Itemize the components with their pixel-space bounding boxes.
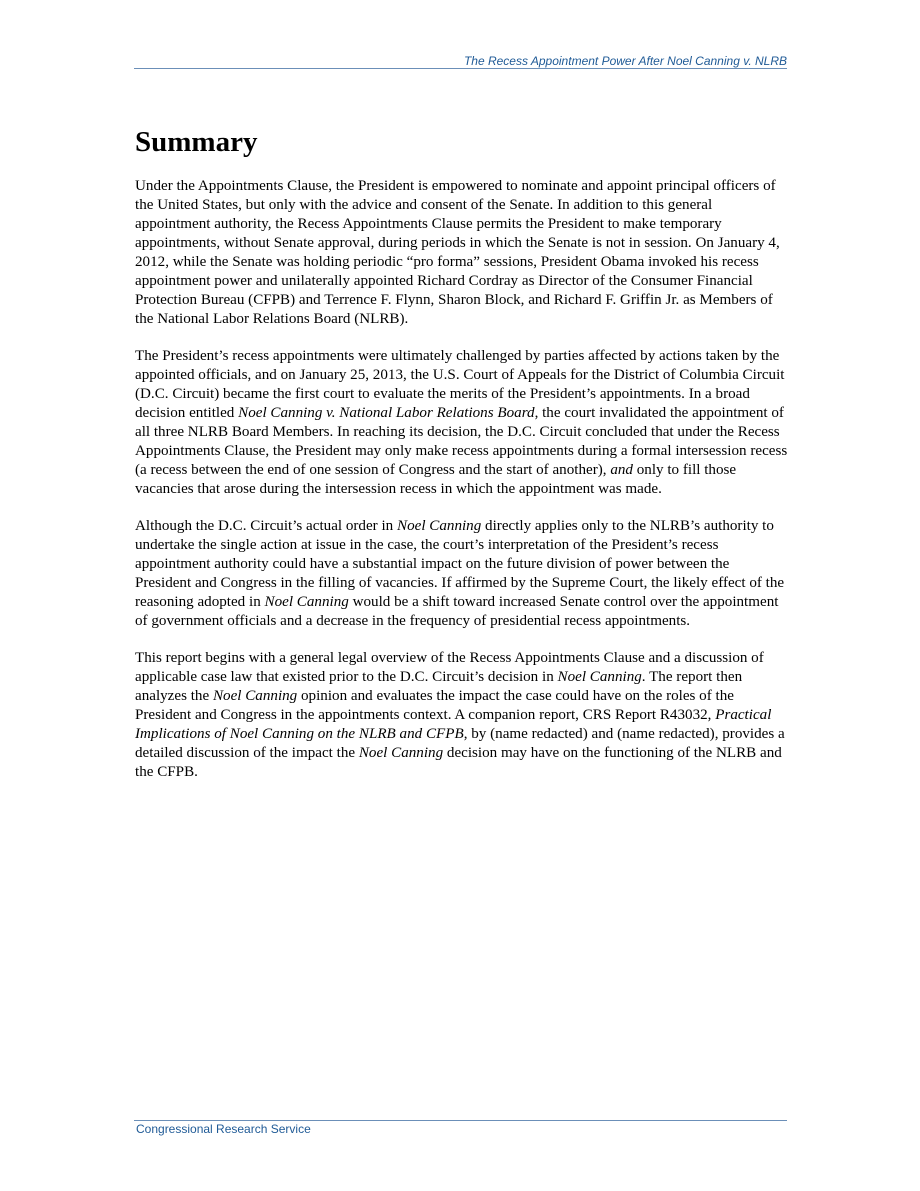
case-name-italic: Noel Canning bbox=[358, 745, 444, 761]
text-run: Under the Appointments Clause, the President is empowered to nominate and appoint principal officers of the United States, but only with the advice and consent of the Senate. In addition to this general appointment authority, the Recess Appointments Clause permits the President to make temporary appointments, without Senate approval, during periods in which the Senate is not in session. On January 4, 2012, while the Senate was holding periodic “pro forma” sessions, President Obama invoked his recess appointment power and unilaterally appointed Richard Cordray as Director of the Consumer Financial Protection Bureau (CFPB) and Terrence F. Flynn, Sharon Block, and Richard F. Griffin Jr. as Members of the National Labor Relations Board (NLRB). bbox=[135, 178, 780, 327]
summary-paragraph-2 bbox=[135, 347, 789, 499]
text-run: decision may have on the functioning of the NLRB and the CFPB. bbox=[135, 745, 782, 780]
summary-paragraph-3 bbox=[135, 517, 789, 631]
footer-divider bbox=[134, 1120, 787, 1121]
text-run: , the court invalidated the appointment of all three NLRB Board Members. In reaching its decision, the D.C. Circuit concluded that under the Recess Appointments Clause, the President may only make recess appointments during a formal intersession recess (a recess between the end of one session of Congress and the start of another), bbox=[135, 405, 788, 478]
case-name-italic: Noel Canning bbox=[212, 688, 298, 704]
report-title-italic: Practical Implications of Noel Canning on the NLRB and CFPB bbox=[135, 707, 772, 742]
text-run: , by (name redacted) and (name redacted), provides a detailed discussion of the impact the bbox=[135, 726, 785, 761]
case-name-italic: Noel Canning bbox=[397, 518, 482, 534]
running-header-title: The Recess Appointment Power After Noel Canning v. NLRB bbox=[463, 54, 787, 68]
text-run: Although the D.C. Circuit’s actual order in bbox=[135, 518, 397, 534]
summary-paragraph-1 bbox=[135, 177, 789, 329]
emphasis-italic: and bbox=[610, 462, 633, 478]
text-run: directly applies only to the NLRB’s authority to undertake the single action at issue in the case, the court’s interpretation of the President’s recess appointment authority could have a substantial impact on the future division of power between the President and Congress in the filling of vacancies. If affirmed by the Supreme Court, the likely effect of the reasoning adopted in bbox=[135, 518, 785, 610]
text-run: only to fill those vacancies that arose during the intersession recess in which the appointment was made. bbox=[135, 462, 737, 497]
page-title: Summary bbox=[135, 126, 258, 158]
text-run: opinion and evaluates the impact the case could have on the roles of the President and Congress in the appointments context. A companion report, CRS Report R43032, bbox=[135, 688, 734, 723]
case-name-italic: Noel Canning bbox=[264, 594, 349, 610]
text-run: This report begins with a general legal overview of the Recess Appointments Clause and a discussion of applicable case law that existed prior to the D.C. Circuit’s decision in bbox=[135, 650, 764, 685]
text-run: . The report then analyzes the bbox=[135, 669, 743, 704]
case-name-italic: Noel Canning bbox=[557, 669, 642, 685]
footer-organization: Congressional Research Service bbox=[136, 1122, 311, 1136]
case-name-italic: Noel Canning v. National Labor Relations Board bbox=[238, 405, 535, 421]
text-run: would be a shift toward increased Senate control over the appointment of government officials and a decrease in the frequency of presidential recess appointments. bbox=[135, 594, 779, 629]
summary-paragraph-4 bbox=[135, 649, 789, 782]
text-run: The President’s recess appointments were ultimately challenged by parties affected by actions taken by the appointed officials, and on January 25, 2013, the U.S. Court of Appeals for the District of Columbia Circuit (D.C. Circuit) became the first court to evaluate the merits of the President’s appointments. In a broad decision entitled bbox=[135, 348, 785, 421]
header-divider bbox=[134, 68, 787, 69]
summary-body bbox=[135, 177, 789, 800]
